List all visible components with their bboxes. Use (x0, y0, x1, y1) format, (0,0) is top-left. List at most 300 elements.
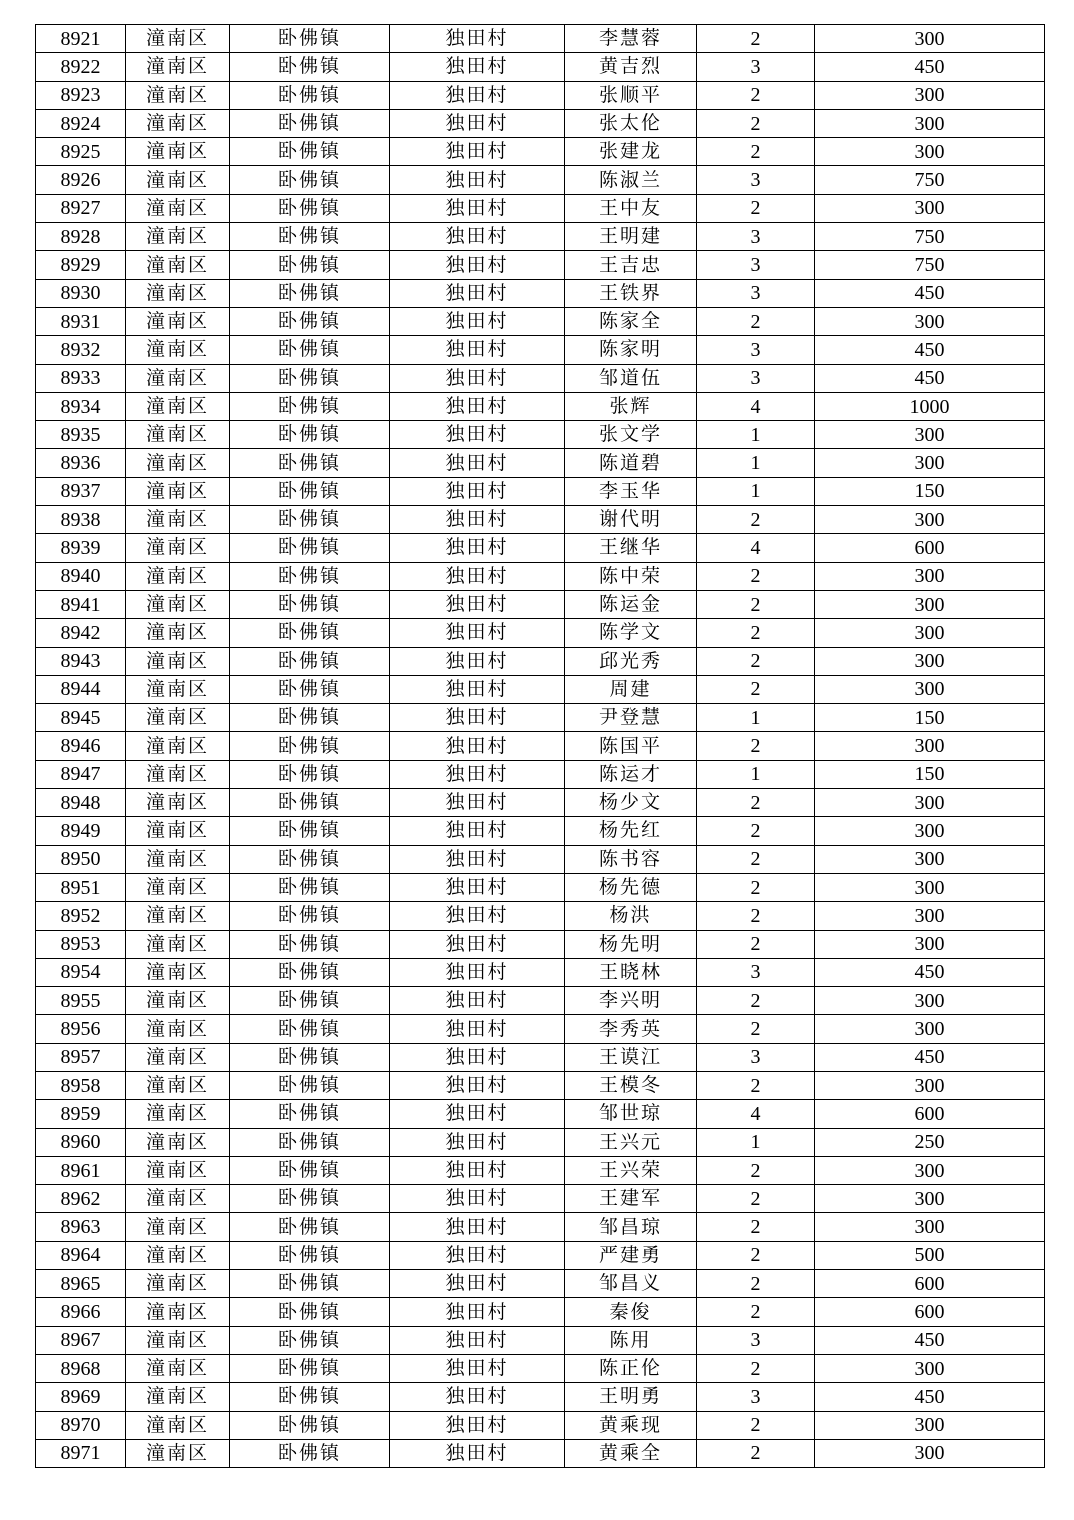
town-cell: 卧佛镇 (230, 138, 390, 166)
name-cell: 黄乘现 (565, 1411, 697, 1439)
name-cell: 秦俊 (565, 1298, 697, 1326)
people-count-cell: 2 (697, 506, 815, 534)
row-number-cell: 8951 (36, 873, 126, 901)
people-count-cell: 2 (697, 845, 815, 873)
amount-cell: 250 (815, 1128, 1045, 1156)
table-row (36, 1185, 1045, 1213)
district-cell: 潼南区 (126, 590, 230, 618)
row-number-cell: 8947 (36, 760, 126, 788)
amount-cell: 600 (815, 534, 1045, 562)
village-cell: 独田村 (390, 534, 565, 562)
amount-cell: 450 (815, 279, 1045, 307)
district-cell: 潼南区 (126, 1015, 230, 1043)
village-cell: 独田村 (390, 930, 565, 958)
table-row (36, 873, 1045, 901)
table-row (36, 421, 1045, 449)
village-cell: 独田村 (390, 477, 565, 505)
row-number-cell: 8967 (36, 1326, 126, 1354)
table-row (36, 138, 1045, 166)
name-cell: 张辉 (565, 392, 697, 420)
village-cell: 独田村 (390, 1439, 565, 1467)
district-cell: 潼南区 (126, 958, 230, 986)
amount-cell: 450 (815, 1043, 1045, 1071)
district-cell: 潼南区 (126, 279, 230, 307)
village-cell: 独田村 (390, 81, 565, 109)
table-row (36, 1241, 1045, 1269)
table-row (36, 902, 1045, 930)
table-row (36, 223, 1045, 251)
row-number-cell: 8952 (36, 902, 126, 930)
people-count-cell: 3 (697, 1383, 815, 1411)
table-row (36, 760, 1045, 788)
table-row (36, 53, 1045, 81)
name-cell: 王铁界 (565, 279, 697, 307)
table-row (36, 732, 1045, 760)
village-cell: 独田村 (390, 109, 565, 137)
people-count-cell: 4 (697, 392, 815, 420)
table-row (36, 194, 1045, 222)
district-cell: 潼南区 (126, 902, 230, 930)
people-count-cell: 3 (697, 53, 815, 81)
town-cell: 卧佛镇 (230, 421, 390, 449)
town-cell: 卧佛镇 (230, 675, 390, 703)
village-cell: 独田村 (390, 166, 565, 194)
village-cell: 独田村 (390, 1383, 565, 1411)
table-row (36, 307, 1045, 335)
amount-cell: 450 (815, 1383, 1045, 1411)
town-cell: 卧佛镇 (230, 392, 390, 420)
district-cell: 潼南区 (126, 704, 230, 732)
town-cell: 卧佛镇 (230, 1439, 390, 1467)
district-cell: 潼南区 (126, 81, 230, 109)
table-row (36, 1354, 1045, 1382)
town-cell: 卧佛镇 (230, 449, 390, 477)
people-count-cell: 2 (697, 789, 815, 817)
village-cell: 独田村 (390, 1213, 565, 1241)
district-cell: 潼南区 (126, 336, 230, 364)
table-row (36, 1270, 1045, 1298)
town-cell: 卧佛镇 (230, 53, 390, 81)
district-cell: 潼南区 (126, 675, 230, 703)
amount-cell: 300 (815, 194, 1045, 222)
row-number-cell: 8966 (36, 1298, 126, 1326)
district-cell: 潼南区 (126, 1411, 230, 1439)
name-cell: 黄乘全 (565, 1439, 697, 1467)
village-cell: 独田村 (390, 562, 565, 590)
row-number-cell: 8942 (36, 619, 126, 647)
village-cell: 独田村 (390, 307, 565, 335)
town-cell: 卧佛镇 (230, 873, 390, 901)
name-cell: 严建勇 (565, 1241, 697, 1269)
town-cell: 卧佛镇 (230, 1100, 390, 1128)
table-row (36, 336, 1045, 364)
district-cell: 潼南区 (126, 1185, 230, 1213)
name-cell: 黄吉烈 (565, 53, 697, 81)
table-row (36, 789, 1045, 817)
people-count-cell: 2 (697, 1156, 815, 1184)
people-count-cell: 2 (697, 1213, 815, 1241)
people-count-cell: 2 (697, 1439, 815, 1467)
town-cell: 卧佛镇 (230, 987, 390, 1015)
people-count-cell: 2 (697, 1411, 815, 1439)
name-cell: 杨少文 (565, 789, 697, 817)
amount-cell: 450 (815, 364, 1045, 392)
name-cell: 邹世琼 (565, 1100, 697, 1128)
amount-cell: 300 (815, 619, 1045, 647)
people-count-cell: 2 (697, 619, 815, 647)
table-row (36, 845, 1045, 873)
row-number-cell: 8927 (36, 194, 126, 222)
village-cell: 独田村 (390, 1185, 565, 1213)
row-number-cell: 8962 (36, 1185, 126, 1213)
table-row (36, 562, 1045, 590)
table-row (36, 619, 1045, 647)
district-cell: 潼南区 (126, 109, 230, 137)
table-row (36, 477, 1045, 505)
amount-cell: 300 (815, 449, 1045, 477)
amount-cell: 300 (815, 421, 1045, 449)
district-cell: 潼南区 (126, 1326, 230, 1354)
village-cell: 独田村 (390, 194, 565, 222)
people-count-cell: 2 (697, 902, 815, 930)
town-cell: 卧佛镇 (230, 902, 390, 930)
table-row (36, 166, 1045, 194)
name-cell: 陈中荣 (565, 562, 697, 590)
row-number-cell: 8921 (36, 25, 126, 53)
amount-cell: 300 (815, 1156, 1045, 1184)
village-cell: 独田村 (390, 421, 565, 449)
name-cell: 尹登慧 (565, 704, 697, 732)
name-cell: 王建军 (565, 1185, 697, 1213)
town-cell: 卧佛镇 (230, 1128, 390, 1156)
people-count-cell: 2 (697, 1298, 815, 1326)
town-cell: 卧佛镇 (230, 364, 390, 392)
table-row (36, 1439, 1045, 1467)
name-cell: 邹昌琼 (565, 1213, 697, 1241)
amount-cell: 300 (815, 590, 1045, 618)
district-cell: 潼南区 (126, 307, 230, 335)
people-count-cell: 2 (697, 590, 815, 618)
table-row (36, 25, 1045, 53)
village-cell: 独田村 (390, 619, 565, 647)
row-number-cell: 8970 (36, 1411, 126, 1439)
village-cell: 独田村 (390, 1071, 565, 1099)
village-cell: 独田村 (390, 1043, 565, 1071)
town-cell: 卧佛镇 (230, 817, 390, 845)
people-count-cell: 2 (697, 1270, 815, 1298)
amount-cell: 450 (815, 336, 1045, 364)
name-cell: 陈道碧 (565, 449, 697, 477)
name-cell: 张建龙 (565, 138, 697, 166)
table-row (36, 817, 1045, 845)
row-number-cell: 8922 (36, 53, 126, 81)
amount-cell: 150 (815, 760, 1045, 788)
row-number-cell: 8960 (36, 1128, 126, 1156)
people-count-cell: 2 (697, 307, 815, 335)
town-cell: 卧佛镇 (230, 251, 390, 279)
village-cell: 独田村 (390, 675, 565, 703)
name-cell: 王兴荣 (565, 1156, 697, 1184)
amount-cell: 450 (815, 958, 1045, 986)
name-cell: 张顺平 (565, 81, 697, 109)
district-cell: 潼南区 (126, 619, 230, 647)
people-count-cell: 2 (697, 81, 815, 109)
town-cell: 卧佛镇 (230, 279, 390, 307)
name-cell: 陈学文 (565, 619, 697, 647)
table-row (36, 1298, 1045, 1326)
town-cell: 卧佛镇 (230, 704, 390, 732)
town-cell: 卧佛镇 (230, 958, 390, 986)
people-count-cell: 1 (697, 477, 815, 505)
name-cell: 王模冬 (565, 1071, 697, 1099)
people-count-cell: 2 (697, 817, 815, 845)
village-cell: 独田村 (390, 647, 565, 675)
row-number-cell: 8940 (36, 562, 126, 590)
name-cell: 李玉华 (565, 477, 697, 505)
row-number-cell: 8937 (36, 477, 126, 505)
district-cell: 潼南区 (126, 845, 230, 873)
people-count-cell: 4 (697, 534, 815, 562)
district-cell: 潼南区 (126, 25, 230, 53)
village-cell: 独田村 (390, 449, 565, 477)
people-count-cell: 1 (697, 421, 815, 449)
district-cell: 潼南区 (126, 1128, 230, 1156)
row-number-cell: 8934 (36, 392, 126, 420)
name-cell: 邱光秀 (565, 647, 697, 675)
district-cell: 潼南区 (126, 1298, 230, 1326)
amount-cell: 300 (815, 845, 1045, 873)
district-cell: 潼南区 (126, 364, 230, 392)
people-count-cell: 2 (697, 930, 815, 958)
district-cell: 潼南区 (126, 1156, 230, 1184)
amount-cell: 300 (815, 1015, 1045, 1043)
name-cell: 陈用 (565, 1326, 697, 1354)
amount-cell: 300 (815, 1213, 1045, 1241)
name-cell: 王中友 (565, 194, 697, 222)
name-cell: 王明勇 (565, 1383, 697, 1411)
row-number-cell: 8971 (36, 1439, 126, 1467)
town-cell: 卧佛镇 (230, 1383, 390, 1411)
name-cell: 陈运金 (565, 590, 697, 618)
row-number-cell: 8957 (36, 1043, 126, 1071)
name-cell: 杨先德 (565, 873, 697, 901)
village-cell: 独田村 (390, 845, 565, 873)
name-cell: 李慧蓉 (565, 25, 697, 53)
row-number-cell: 8938 (36, 506, 126, 534)
table-row (36, 1411, 1045, 1439)
town-cell: 卧佛镇 (230, 930, 390, 958)
table-row (36, 1128, 1045, 1156)
amount-cell: 300 (815, 873, 1045, 901)
table-row (36, 1015, 1045, 1043)
district-cell: 潼南区 (126, 53, 230, 81)
town-cell: 卧佛镇 (230, 1071, 390, 1099)
district-cell: 潼南区 (126, 930, 230, 958)
amount-cell: 300 (815, 1185, 1045, 1213)
town-cell: 卧佛镇 (230, 506, 390, 534)
table-row (36, 987, 1045, 1015)
village-cell: 独田村 (390, 25, 565, 53)
name-cell: 王明建 (565, 223, 697, 251)
village-cell: 独田村 (390, 789, 565, 817)
district-cell: 潼南区 (126, 732, 230, 760)
amount-cell: 300 (815, 647, 1045, 675)
table-row (36, 392, 1045, 420)
name-cell: 陈正伦 (565, 1354, 697, 1382)
town-cell: 卧佛镇 (230, 81, 390, 109)
town-cell: 卧佛镇 (230, 789, 390, 817)
name-cell: 王晓林 (565, 958, 697, 986)
town-cell: 卧佛镇 (230, 534, 390, 562)
people-count-cell: 3 (697, 223, 815, 251)
village-cell: 独田村 (390, 1015, 565, 1043)
amount-cell: 300 (815, 930, 1045, 958)
village-cell: 独田村 (390, 1241, 565, 1269)
amount-cell: 300 (815, 902, 1045, 930)
town-cell: 卧佛镇 (230, 1213, 390, 1241)
row-number-cell: 8954 (36, 958, 126, 986)
people-count-cell: 2 (697, 1185, 815, 1213)
row-number-cell: 8932 (36, 336, 126, 364)
table-row (36, 109, 1045, 137)
row-number-cell: 8923 (36, 81, 126, 109)
district-cell: 潼南区 (126, 223, 230, 251)
town-cell: 卧佛镇 (230, 336, 390, 364)
row-number-cell: 8925 (36, 138, 126, 166)
town-cell: 卧佛镇 (230, 1326, 390, 1354)
row-number-cell: 8924 (36, 109, 126, 137)
name-cell: 陈家明 (565, 336, 697, 364)
town-cell: 卧佛镇 (230, 1015, 390, 1043)
district-cell: 潼南区 (126, 421, 230, 449)
town-cell: 卧佛镇 (230, 760, 390, 788)
people-count-cell: 4 (697, 1100, 815, 1128)
village-cell: 独田村 (390, 1128, 565, 1156)
row-number-cell: 8930 (36, 279, 126, 307)
village-cell: 独田村 (390, 732, 565, 760)
name-cell: 张太伦 (565, 109, 697, 137)
name-cell: 王兴元 (565, 1128, 697, 1156)
name-cell: 杨先明 (565, 930, 697, 958)
town-cell: 卧佛镇 (230, 1185, 390, 1213)
district-cell: 潼南区 (126, 1439, 230, 1467)
people-count-cell: 3 (697, 1043, 815, 1071)
name-cell: 邹昌义 (565, 1270, 697, 1298)
row-number-cell: 8936 (36, 449, 126, 477)
district-cell: 潼南区 (126, 760, 230, 788)
table-row (36, 251, 1045, 279)
row-number-cell: 8953 (36, 930, 126, 958)
row-number-cell: 8955 (36, 987, 126, 1015)
row-number-cell: 8956 (36, 1015, 126, 1043)
people-count-cell: 1 (697, 449, 815, 477)
row-number-cell: 8961 (36, 1156, 126, 1184)
people-count-cell: 2 (697, 1354, 815, 1382)
district-cell: 潼南区 (126, 873, 230, 901)
name-cell: 王谟江 (565, 1043, 697, 1071)
district-cell: 潼南区 (126, 1354, 230, 1382)
amount-cell: 300 (815, 1439, 1045, 1467)
district-cell: 潼南区 (126, 392, 230, 420)
table-row (36, 81, 1045, 109)
town-cell: 卧佛镇 (230, 1354, 390, 1382)
district-cell: 潼南区 (126, 138, 230, 166)
amount-cell: 300 (815, 562, 1045, 590)
row-number-cell: 8945 (36, 704, 126, 732)
table-row (36, 364, 1045, 392)
district-cell: 潼南区 (126, 647, 230, 675)
amount-cell: 300 (815, 307, 1045, 335)
row-number-cell: 8926 (36, 166, 126, 194)
name-cell: 王吉忠 (565, 251, 697, 279)
row-number-cell: 8948 (36, 789, 126, 817)
town-cell: 卧佛镇 (230, 194, 390, 222)
people-count-cell: 3 (697, 336, 815, 364)
district-cell: 潼南区 (126, 1213, 230, 1241)
district-cell: 潼南区 (126, 1270, 230, 1298)
people-count-cell: 2 (697, 1241, 815, 1269)
table-row (36, 534, 1045, 562)
people-count-cell: 3 (697, 166, 815, 194)
people-count-cell: 3 (697, 364, 815, 392)
amount-cell: 300 (815, 732, 1045, 760)
village-cell: 独田村 (390, 873, 565, 901)
row-number-cell: 8946 (36, 732, 126, 760)
town-cell: 卧佛镇 (230, 109, 390, 137)
district-cell: 潼南区 (126, 789, 230, 817)
row-number-cell: 8950 (36, 845, 126, 873)
district-cell: 潼南区 (126, 477, 230, 505)
village-cell: 独田村 (390, 760, 565, 788)
amount-cell: 300 (815, 138, 1045, 166)
district-cell: 潼南区 (126, 1100, 230, 1128)
village-cell: 独田村 (390, 1100, 565, 1128)
district-cell: 潼南区 (126, 534, 230, 562)
people-count-cell: 1 (697, 760, 815, 788)
people-count-cell: 3 (697, 251, 815, 279)
town-cell: 卧佛镇 (230, 1156, 390, 1184)
town-cell: 卧佛镇 (230, 647, 390, 675)
table-row (36, 1043, 1045, 1071)
data-table (35, 24, 1045, 1468)
village-cell: 独田村 (390, 987, 565, 1015)
people-count-cell: 2 (697, 1071, 815, 1099)
row-number-cell: 8958 (36, 1071, 126, 1099)
row-number-cell: 8969 (36, 1383, 126, 1411)
people-count-cell: 2 (697, 675, 815, 703)
name-cell: 陈家全 (565, 307, 697, 335)
village-cell: 独田村 (390, 1298, 565, 1326)
row-number-cell: 8964 (36, 1241, 126, 1269)
amount-cell: 500 (815, 1241, 1045, 1269)
people-count-cell: 3 (697, 1326, 815, 1354)
village-cell: 独田村 (390, 223, 565, 251)
amount-cell: 750 (815, 166, 1045, 194)
table-row (36, 1213, 1045, 1241)
people-count-cell: 1 (697, 1128, 815, 1156)
village-cell: 独田村 (390, 704, 565, 732)
table-body (36, 25, 1045, 1468)
table-row (36, 1326, 1045, 1354)
table-row (36, 279, 1045, 307)
table-row (36, 704, 1045, 732)
people-count-cell: 2 (697, 25, 815, 53)
town-cell: 卧佛镇 (230, 562, 390, 590)
amount-cell: 600 (815, 1100, 1045, 1128)
people-count-cell: 2 (697, 987, 815, 1015)
people-count-cell: 2 (697, 647, 815, 675)
people-count-cell: 2 (697, 109, 815, 137)
